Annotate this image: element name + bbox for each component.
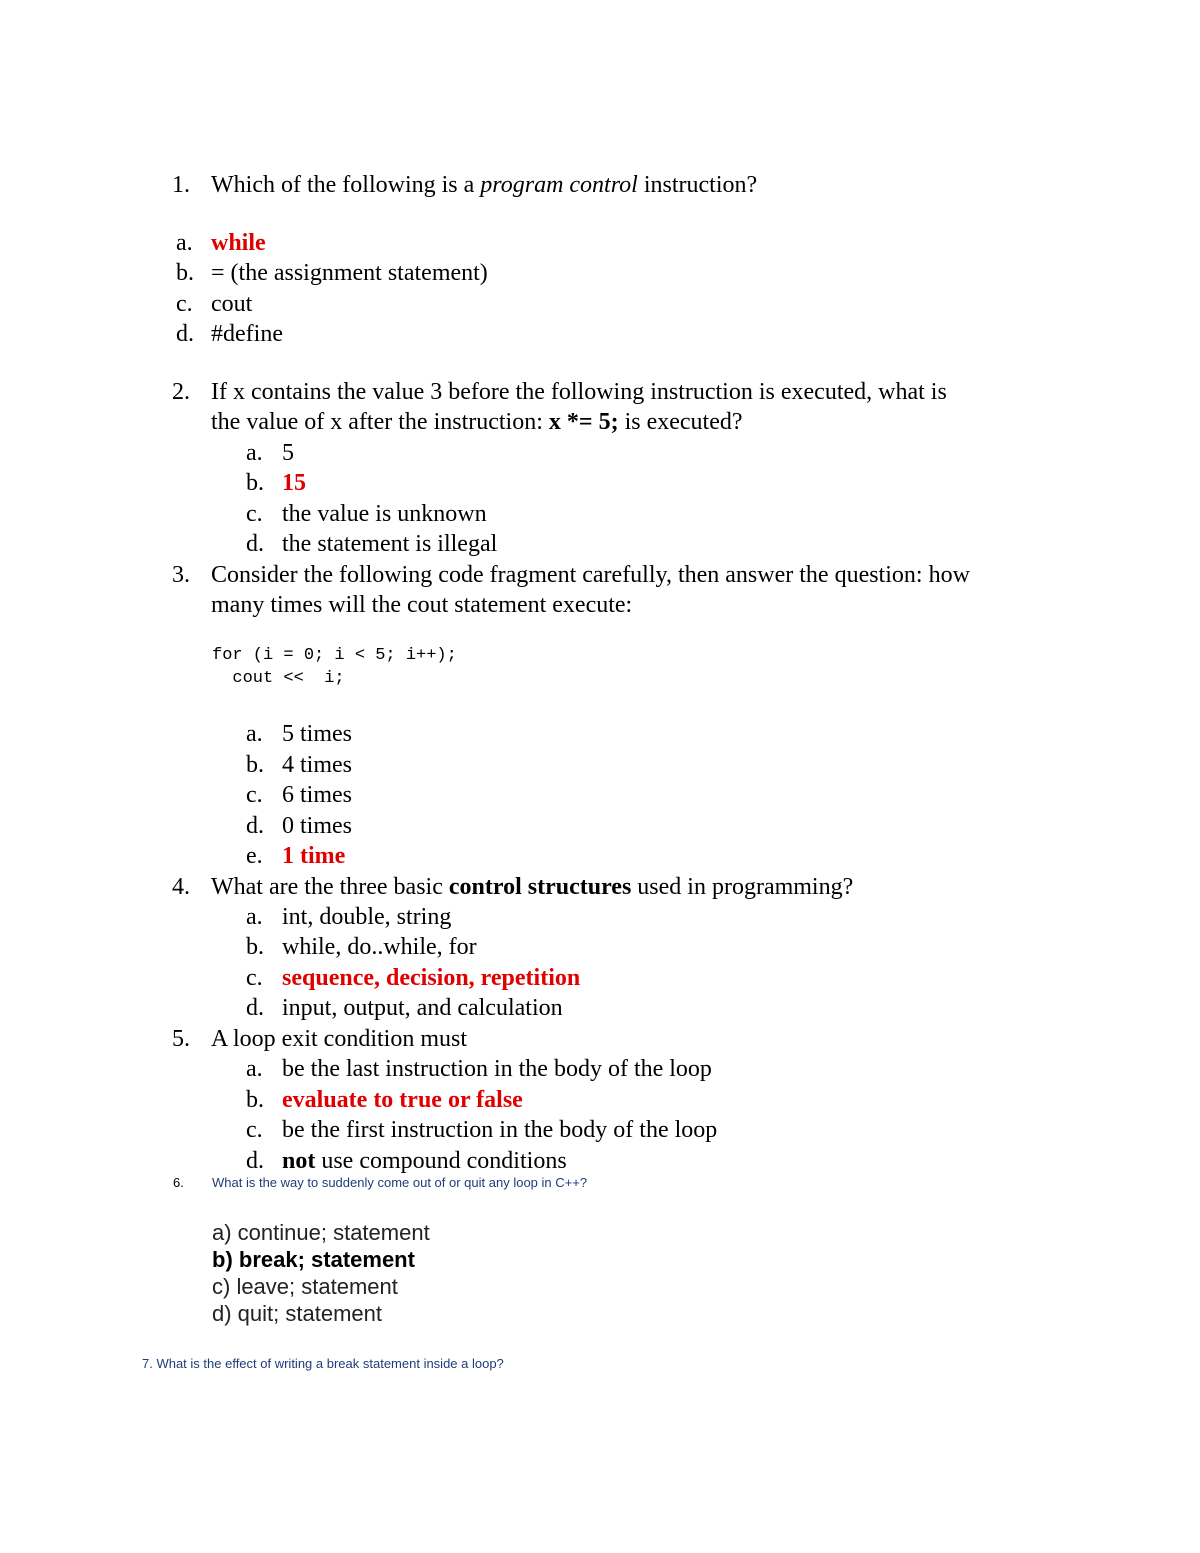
option-correct: b) break; statement: [212, 1247, 415, 1272]
option-letter: b.: [246, 470, 264, 496]
option-letter: b.: [176, 260, 194, 286]
question-number: 3.: [172, 562, 190, 588]
option: be the last instruction in the body of the loop: [282, 1056, 712, 1082]
option-correct: evaluate to true or false: [282, 1087, 523, 1113]
option: = (the assignment statement): [211, 260, 488, 286]
option: not use compound conditions: [282, 1148, 567, 1174]
option: 0 times: [282, 813, 352, 839]
question-number: 6.: [173, 1175, 184, 1190]
option-letter: a.: [246, 1056, 263, 1082]
option: the statement is illegal: [282, 531, 498, 557]
option-letter: d.: [246, 1148, 264, 1174]
code-line: for (i = 0; i < 5; i++);: [212, 646, 457, 665]
option: the value is unknown: [282, 501, 487, 527]
option-letter: c.: [246, 501, 263, 527]
option-letter: d.: [176, 321, 194, 347]
option: #define: [211, 321, 283, 347]
option-letter: d.: [246, 531, 264, 557]
option: c) leave; statement: [212, 1274, 398, 1299]
option-letter: d.: [246, 813, 264, 839]
option: cout: [211, 291, 253, 317]
option-correct: sequence, decision, repetition: [282, 965, 581, 991]
option: d) quit; statement: [212, 1301, 382, 1326]
option-letter: b.: [246, 752, 264, 778]
option: be the first instruction in the body of the loop: [282, 1117, 718, 1143]
option-letter: d.: [246, 995, 264, 1021]
question-number: 1.: [172, 172, 190, 198]
option-letter: a.: [246, 721, 263, 747]
question-text-line-2: many times will the cout statement execute:: [211, 592, 633, 618]
option-letter: b.: [246, 1087, 264, 1113]
question-number: 4.: [172, 874, 190, 900]
option-letter: a.: [246, 904, 263, 930]
option: 5 times: [282, 721, 352, 747]
option-letter: c.: [246, 965, 263, 991]
code-line: cout << i;: [212, 669, 345, 688]
option: a) continue; statement: [212, 1220, 430, 1245]
question-number: 5.: [172, 1026, 190, 1052]
option: 6 times: [282, 782, 352, 808]
question-text-line-2: the value of x after the instruction: x *= 5; is executed?: [211, 409, 743, 435]
option: int, double, string: [282, 904, 452, 930]
question-text: Which of the following is a program control instruction?: [211, 172, 758, 198]
option: input, output, and calculation: [282, 995, 563, 1021]
question-text: What is the way to suddenly come out of or quit any loop in C++?: [212, 1175, 588, 1190]
option-correct: while: [211, 230, 266, 256]
option-letter: a.: [176, 230, 193, 256]
question-text: What are the three basic control structures used in programming?: [211, 874, 854, 900]
question-text-line-1: If x contains the value 3 before the following instruction is executed, what is: [211, 379, 947, 405]
option: 5: [282, 440, 294, 466]
question-text: 7. What is the effect of writing a break statement inside a loop?: [142, 1356, 504, 1371]
question-text-line-1: Consider the following code fragment carefully, then answer the question: how: [211, 562, 970, 588]
option-letter: c.: [176, 291, 193, 317]
option-correct: 1 time: [282, 843, 346, 869]
option-letter: b.: [246, 934, 264, 960]
option: while, do..while, for: [282, 934, 477, 960]
option-letter: c.: [246, 1117, 263, 1143]
option-letter: a.: [246, 440, 263, 466]
option-letter: c.: [246, 782, 263, 808]
question-number: 2.: [172, 379, 190, 405]
option-letter: e.: [246, 843, 263, 869]
question-text: A loop exit condition must: [211, 1026, 467, 1052]
option-correct: 15: [282, 470, 306, 496]
option: 4 times: [282, 752, 352, 778]
